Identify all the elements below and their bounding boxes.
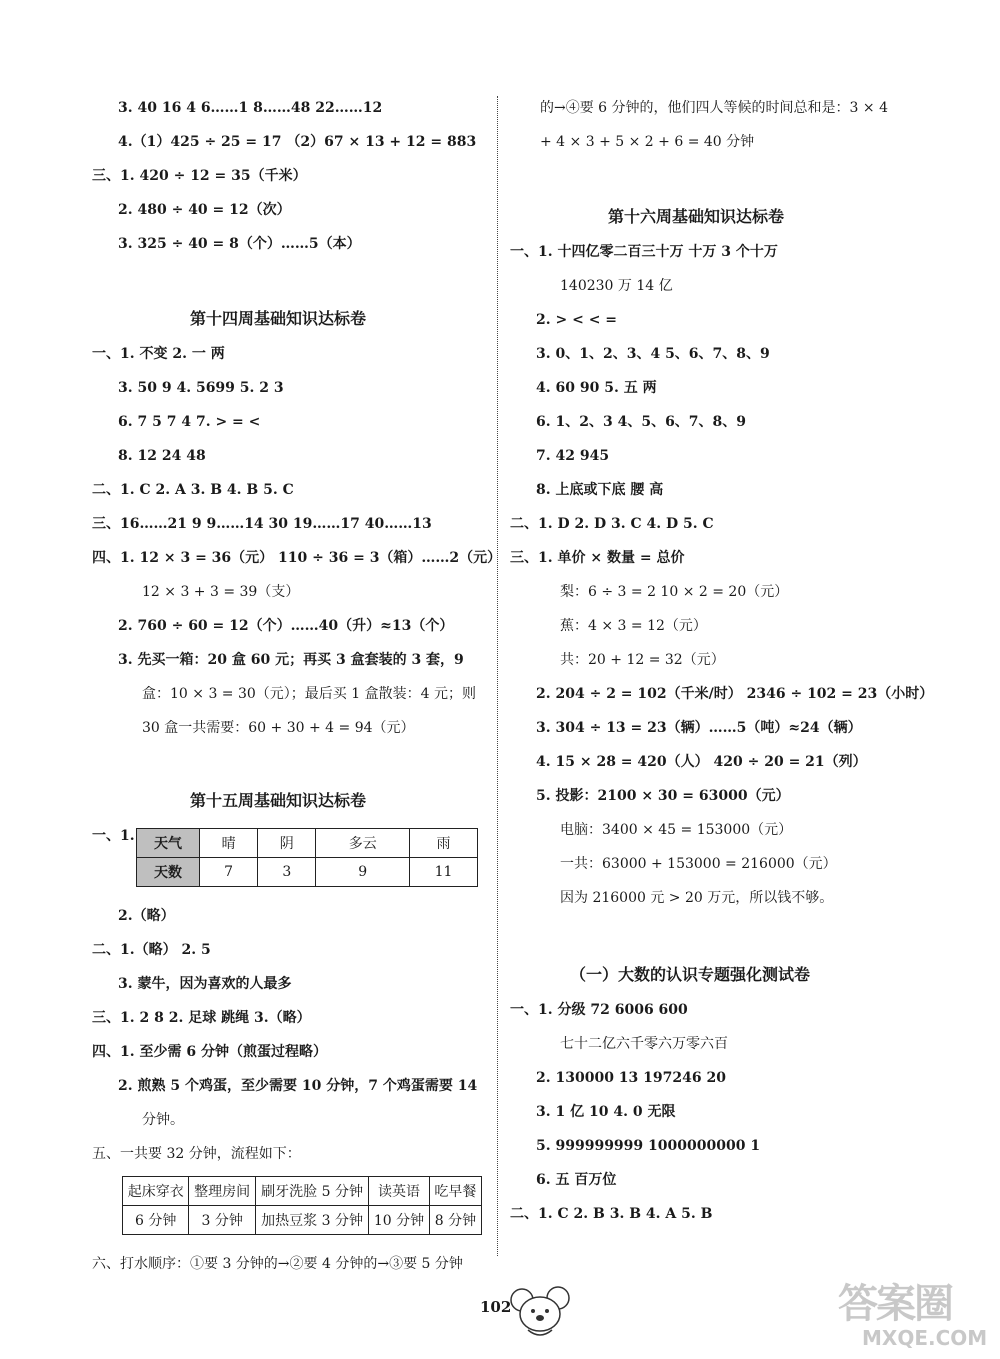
answer-line: 7. 42 945 (536, 448, 610, 464)
table-cell: 阴 (258, 829, 316, 858)
answer-line: 四、1. 至少需 6 分钟（煎蛋过程略） (92, 1044, 327, 1060)
answer-line: 6. 1、2、3 4、5、6、7、8、9 (536, 414, 747, 430)
answer-line: 二、1. D 2. D 3. C 4. D 5. C (510, 516, 714, 532)
table-cell: 天气 (137, 829, 200, 858)
answer-line: 4.（1）425 ÷ 25 = 17 （2）67 × 13 + 12 = 883 (118, 134, 477, 150)
table-cell: 天数 (137, 858, 200, 887)
table-cell: 11 (410, 858, 478, 887)
page-number: 102 (480, 1298, 512, 1316)
answer-line: 二、1. C 2. B 3. B 4. A 5. B (510, 1206, 713, 1222)
answer-line: 3. 1 亿 10 4. 0 无限 (536, 1104, 676, 1120)
answer-line: 三、1. 2 8 2. 足球 跳绳 3.（略） (92, 1010, 311, 1026)
answer-line: 5. 投影：2100 × 30 = 63000（元） (536, 788, 790, 804)
watermark-logo: 答案圈 (838, 1281, 952, 1327)
answer-line: + 4 × 3 + 5 × 2 + 6 = 40 分钟 (540, 134, 755, 150)
answer-line: 四、1. 12 × 3 = 36（元） 110 ÷ 36 = 3（箱）……2（元） (92, 550, 502, 566)
answer-line: 一共：63000 + 153000 = 216000（元） (560, 856, 837, 872)
table-cell: 7 (200, 858, 258, 887)
table-cell: 读英语 (369, 1177, 430, 1206)
answer-line: 6. 五 百万位 (536, 1172, 617, 1188)
answer-line: 三、16……21 9 9……14 30 19……17 40……13 (92, 516, 432, 532)
answer-line: 4. 60 90 5. 五 两 (536, 380, 657, 396)
answer-line: 共：20 + 12 = 32（元） (560, 652, 725, 668)
table-cell: 3 分钟 (189, 1206, 255, 1235)
answer-line: 4. 15 × 28 = 420（人） 420 ÷ 20 = 21（列） (536, 754, 867, 770)
answer-line: 2. > < < = (536, 312, 618, 328)
answer-line: 一、1. 十四亿零二百三十万 十万 3 个十万 (510, 244, 778, 260)
table-cell: 10 分钟 (369, 1206, 430, 1235)
section-title-week14: 第十四周基础知识达标卷 (190, 309, 367, 328)
question-label: 一、1. (92, 828, 135, 844)
table-cell: 吃早餐 (429, 1177, 481, 1206)
answer-line: 3. 304 ÷ 13 = 23（辆）……5（吨）≈24（辆） (536, 720, 862, 736)
answer-line: 六、打水顺序：①要 3 分钟的→②要 4 分钟的→③要 5 分钟 (92, 1256, 463, 1272)
answer-line: 3. 50 9 4. 5699 5. 2 3 (118, 380, 284, 396)
table-cell: 多云 (316, 829, 410, 858)
table-cell: 8 分钟 (429, 1206, 481, 1235)
answer-line: 三、1. 单价 × 数量 = 总价 (510, 550, 685, 566)
section-title-week16: 第十六周基础知识达标卷 (608, 207, 785, 226)
answer-line: 3. 40 16 4 6……1 8……48 22……12 (118, 100, 383, 116)
answer-line: 二、1.（略） 2. 5 (92, 942, 211, 958)
watermark-url: MXQE.COM (862, 1326, 988, 1350)
table-cell: 3 (258, 858, 316, 887)
answer-line: 8. 上底或下底 腰 高 (536, 482, 664, 498)
answer-line: 2. 480 ÷ 40 = 12（次） (118, 202, 291, 218)
answer-line: 因为 216000 元 > 20 万元，所以钱不够。 (560, 890, 834, 906)
answer-line: 2.（略） (118, 908, 175, 924)
weather-table (136, 828, 478, 887)
answer-line: 8. 12 24 48 (118, 448, 206, 464)
answer-line: 2. 760 ÷ 60 = 12（个）……40（升）≈13（个） (118, 618, 454, 634)
answer-line: 3. 0、1、2、3、4 5、6、7、8、9 (536, 346, 770, 362)
table-cell: 9 (316, 858, 410, 887)
table-cell: 晴 (200, 829, 258, 858)
table-cell: 雨 (410, 829, 478, 858)
answer-line: 盒：10 × 3 = 30（元）；最后买 1 盒散装：4 元；则 (142, 686, 476, 702)
table-cell: 刷牙洗脸 5 分钟 (255, 1177, 368, 1206)
answer-line: 3. 蒙牛，因为喜欢的人最多 (118, 976, 292, 992)
answer-line: 6. 7 5 7 4 7. > = < (118, 414, 261, 430)
table-cell: 加热豆浆 3 分钟 (255, 1206, 368, 1235)
table-cell: 6 分钟 (123, 1206, 189, 1235)
answer-line: 五、一共要 32 分钟，流程如下： (92, 1146, 301, 1162)
koala-mascot-icon (508, 1282, 574, 1342)
answer-line: 七十二亿六千零六万零六百 (560, 1036, 728, 1052)
answer-line: 12 × 3 + 3 = 39（支） (142, 584, 300, 600)
answer-line: 一、1. 分级 72 6006 600 (510, 1002, 688, 1018)
answer-line: 3. 先买一箱：20 盒 60 元；再买 3 盒套装的 3 套，9 (118, 652, 464, 668)
answer-line: 三、1. 420 ÷ 12 = 35（千米） (92, 168, 307, 184)
section-title-special: （一）大数的认识专题强化测试卷 (570, 965, 811, 984)
answer-line: 3. 325 ÷ 40 = 8（个）……5（本） (118, 236, 361, 252)
answer-line: 140230 万 14 亿 (560, 278, 673, 294)
answer-line: 2. 204 ÷ 2 = 102（千米/时） 2346 ÷ 102 = 23（小时） (536, 686, 934, 702)
answer-line: 梨：6 ÷ 3 = 2 10 × 2 = 20（元） (560, 584, 789, 600)
answer-line: 蕉：4 × 3 = 12（元） (560, 618, 707, 634)
answer-line: 分钟。 (142, 1112, 184, 1128)
answer-line: 2. 130000 13 197246 20 (536, 1070, 726, 1086)
answer-line: 的→④要 6 分钟的，他们四人等候的时间总和是：3 × 4 (540, 100, 888, 116)
answer-line: 30 盒一共需要：60 + 30 + 4 = 94（元） (142, 720, 415, 736)
table-cell: 整理房间 (189, 1177, 255, 1206)
answer-line: 二、1. C 2. A 3. B 4. B 5. C (92, 482, 294, 498)
answer-line: 电脑：3400 × 45 = 153000（元） (560, 822, 793, 838)
table-cell: 起床穿衣 (123, 1177, 189, 1206)
column-divider (497, 96, 498, 1256)
section-title-week15: 第十五周基础知识达标卷 (190, 791, 367, 810)
answer-line: 5. 999999999 1000000000 1 (536, 1138, 761, 1154)
answer-line: 2. 煎熟 5 个鸡蛋，至少需要 10 分钟，7 个鸡蛋需要 14 (118, 1078, 478, 1094)
answer-line: 一、1. 不变 2. 一 两 (92, 346, 225, 362)
morning-flow-table (122, 1176, 482, 1235)
